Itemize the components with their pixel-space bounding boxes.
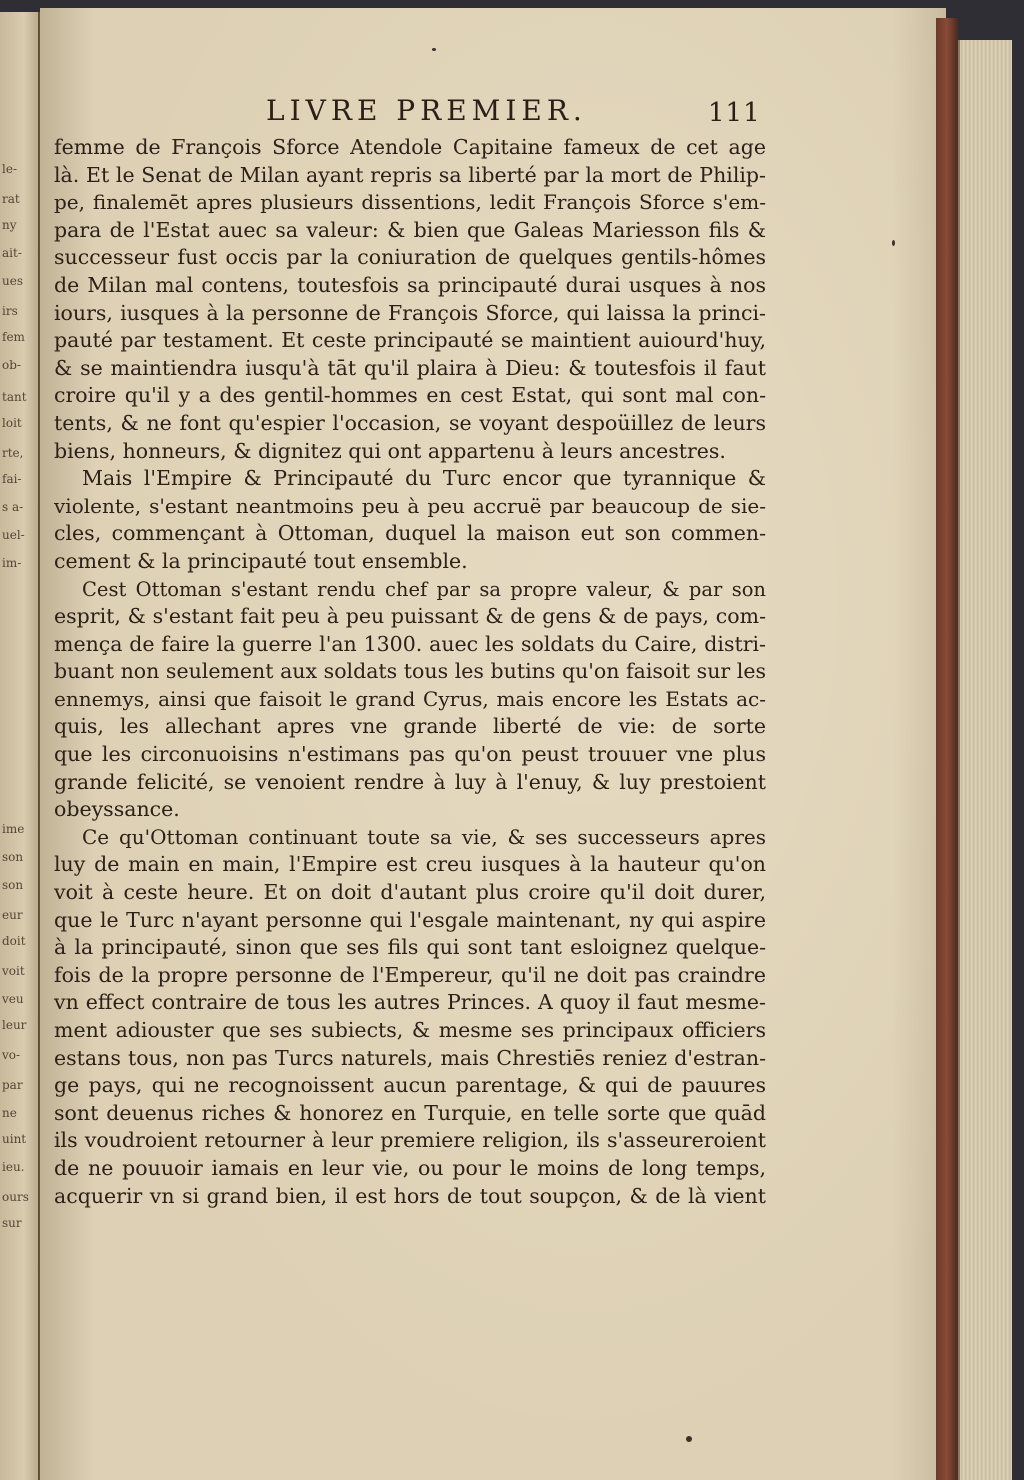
text-line: fois de la propre personne de l'Empereur, qu'il ne doit pas craindre	[54, 962, 766, 987]
previous-page-fragment: fem	[2, 330, 25, 344]
previous-page-fragment: s a-	[2, 500, 24, 514]
previous-page-fragment: im-	[2, 556, 22, 570]
text-line: Ce qu'Ottoman continuant toute sa vie, & ses successeurs apres	[82, 824, 766, 849]
text-line: biens, honneurs, & dignitez qui ont appartenu à leurs ancestres.	[54, 438, 726, 463]
text-line: femme de François Sforce Atendole Capitaine fameux de cet age	[54, 135, 766, 159]
previous-page-fragment: son	[2, 878, 24, 892]
page-number: 111	[708, 98, 761, 128]
text-line: vn effect contraire de tous les autres Princes. A quoy il faut mesme-	[54, 990, 766, 1015]
previous-page-fragment: son	[2, 850, 24, 864]
previous-page-fragment: sur	[2, 1216, 22, 1230]
text-line: luy de main en main, l'Empire est creu iusques à la hauteur qu'on	[54, 852, 766, 877]
previous-page-fragment: ues	[2, 274, 23, 288]
text-line: grande felicité, se venoient rendre à luy à l'enuy, & luy prestoient	[54, 769, 766, 794]
text-line: para de l'Estat auec sa valeur: & bien que Galeas Mariesson fils &	[54, 217, 766, 242]
binding-edge	[936, 18, 958, 1480]
previous-page-fragment: ait-	[2, 246, 22, 260]
text-line: tents, & ne font qu'espier l'occasion, se voyant despoüillez de leurs	[54, 410, 766, 435]
text-line: mença de faire la guerre l'an 1300. auec les soldats du Caire, distri-	[54, 631, 766, 656]
previous-page-fragment: fai-	[2, 472, 22, 486]
text-line: & se maintiendra iusqu'à tāt qu'il plaira à Dieu: & toutesfois il faut	[54, 355, 766, 380]
text-line: ennemys, ainsi que faisoit le grand Cyrus, mais encore les Estats ac-	[54, 686, 766, 711]
previous-page-fragment: uel-	[2, 528, 25, 542]
text-line: voit à ceste heure. Et on doit d'autant plus croire qu'il doit durer,	[54, 880, 766, 905]
text-line: cement & la principauté tout ensemble.	[54, 548, 468, 573]
previous-page-fragment: irs	[2, 304, 18, 318]
text-line: pauté par testament. Et ceste principauté se maintient auiourd'huy,	[54, 328, 766, 353]
previous-page-fragment: ny	[2, 218, 17, 232]
previous-page-fragment: doit	[2, 934, 26, 948]
text-line: ment adiouster que ses subiects, & mesme ses principaux officiers	[54, 1018, 766, 1042]
previous-page-fragment: veu	[2, 992, 24, 1006]
previous-page-fragment: ob-	[2, 358, 21, 372]
background-margin	[1012, 40, 1024, 1480]
previous-page-fragment: eur	[2, 908, 23, 922]
text-line: estans tous, non pas Turcs naturels, mais Chrestiēs reniez d'estran-	[54, 1045, 766, 1070]
previous-page-edge	[0, 12, 40, 1480]
page-block-edge	[958, 40, 1014, 1480]
text-line: Mais l'Empire & Principauté du Turc encor que tyrannique &	[82, 466, 766, 491]
previous-page-fragment: rat	[2, 192, 20, 206]
text-line: Cest Ottoman s'estant rendu chef par sa propre valeur, & par son	[82, 577, 766, 601]
text-line: cles, commençant à Ottoman, duquel la maison eut son commen-	[54, 521, 766, 546]
previous-page-fragment: leur	[2, 1018, 27, 1032]
previous-page-fragment: ours	[2, 1190, 29, 1204]
text-line: iours, iusques à la personne de François Sforce, qui laissa la princi-	[54, 300, 766, 325]
text-line: ils voudroient retourner à leur premiere religion, ils s'asseureroient	[54, 1128, 766, 1153]
previous-page-fragment: loit	[2, 416, 22, 430]
text-line: de Milan mal contens, toutesfois sa principauté durai usques à nos	[54, 272, 766, 297]
ink-speck	[432, 48, 436, 51]
text-line: ge pays, qui ne recognoissent aucun parentage, & qui de pauures	[54, 1073, 766, 1098]
text-line: à la principauté, sinon que ses fils qui sont tant esloignez quelque-	[54, 935, 766, 960]
text-line: là. Et le Senat de Milan ayant repris sa liberté par la mort de Philip-	[54, 162, 766, 187]
previous-page-fragment: tant	[2, 390, 27, 404]
text-line: buant non seulement aux soldats tous les butins qu'on faisoit sur les	[54, 659, 766, 684]
text-line: violente, s'estant neantmoins peu à peu accruë par beaucoup de sie-	[54, 493, 766, 518]
text-line: esprit, & s'estant fait peu à peu puissant & de gens & de pays, com-	[54, 604, 766, 629]
text-line: croire qu'il y a des gentil-hommes en cest Estat, qui sont mal con-	[54, 383, 766, 408]
body-text	[54, 134, 766, 1210]
text-line: obeyssance.	[54, 797, 180, 822]
text-line: que les circonuoisins n'estimans pas qu'on peust trouuer vne plus	[54, 742, 766, 767]
text-line: de ne pouuoir iamais en leur vie, ou pour le moins de long temps,	[54, 1155, 766, 1180]
previous-page-fragment: par	[2, 1078, 23, 1092]
text-line: acquerir vn si grand bien, il est hors de tout soupçon, & de là vient	[54, 1183, 766, 1208]
running-title: LIVRE PREMIER.	[266, 94, 587, 127]
text-line: successeur fust occis par la coniuration de quelques gentils-hômes	[54, 245, 766, 270]
text-line: sont deuenus riches & honorez en Turquie, en telle sorte que quād	[54, 1100, 766, 1125]
previous-page-fragment: le-	[2, 162, 17, 176]
previous-page-fragment: ieu.	[2, 1160, 25, 1174]
text-line: quis, les allechant apres vne grande liberté de vie: de sorte	[54, 714, 766, 739]
text-line: pe, finalemēt apres plusieurs dissentions, ledit François Sforce s'em-	[54, 190, 766, 215]
previous-page-fragment: voit	[2, 964, 25, 978]
ink-speck	[892, 240, 895, 246]
previous-page-fragment: ne	[2, 1106, 17, 1120]
text-line: que le Turc n'ayant personne qui l'esgale maintenant, ny qui aspire	[54, 907, 766, 932]
previous-page-fragment: vo-	[2, 1048, 21, 1062]
previous-page-fragment: uint	[2, 1132, 27, 1146]
ink-speck	[686, 1436, 692, 1442]
previous-page-fragment: ime	[2, 822, 25, 836]
previous-page-fragment: rte,	[2, 446, 24, 460]
